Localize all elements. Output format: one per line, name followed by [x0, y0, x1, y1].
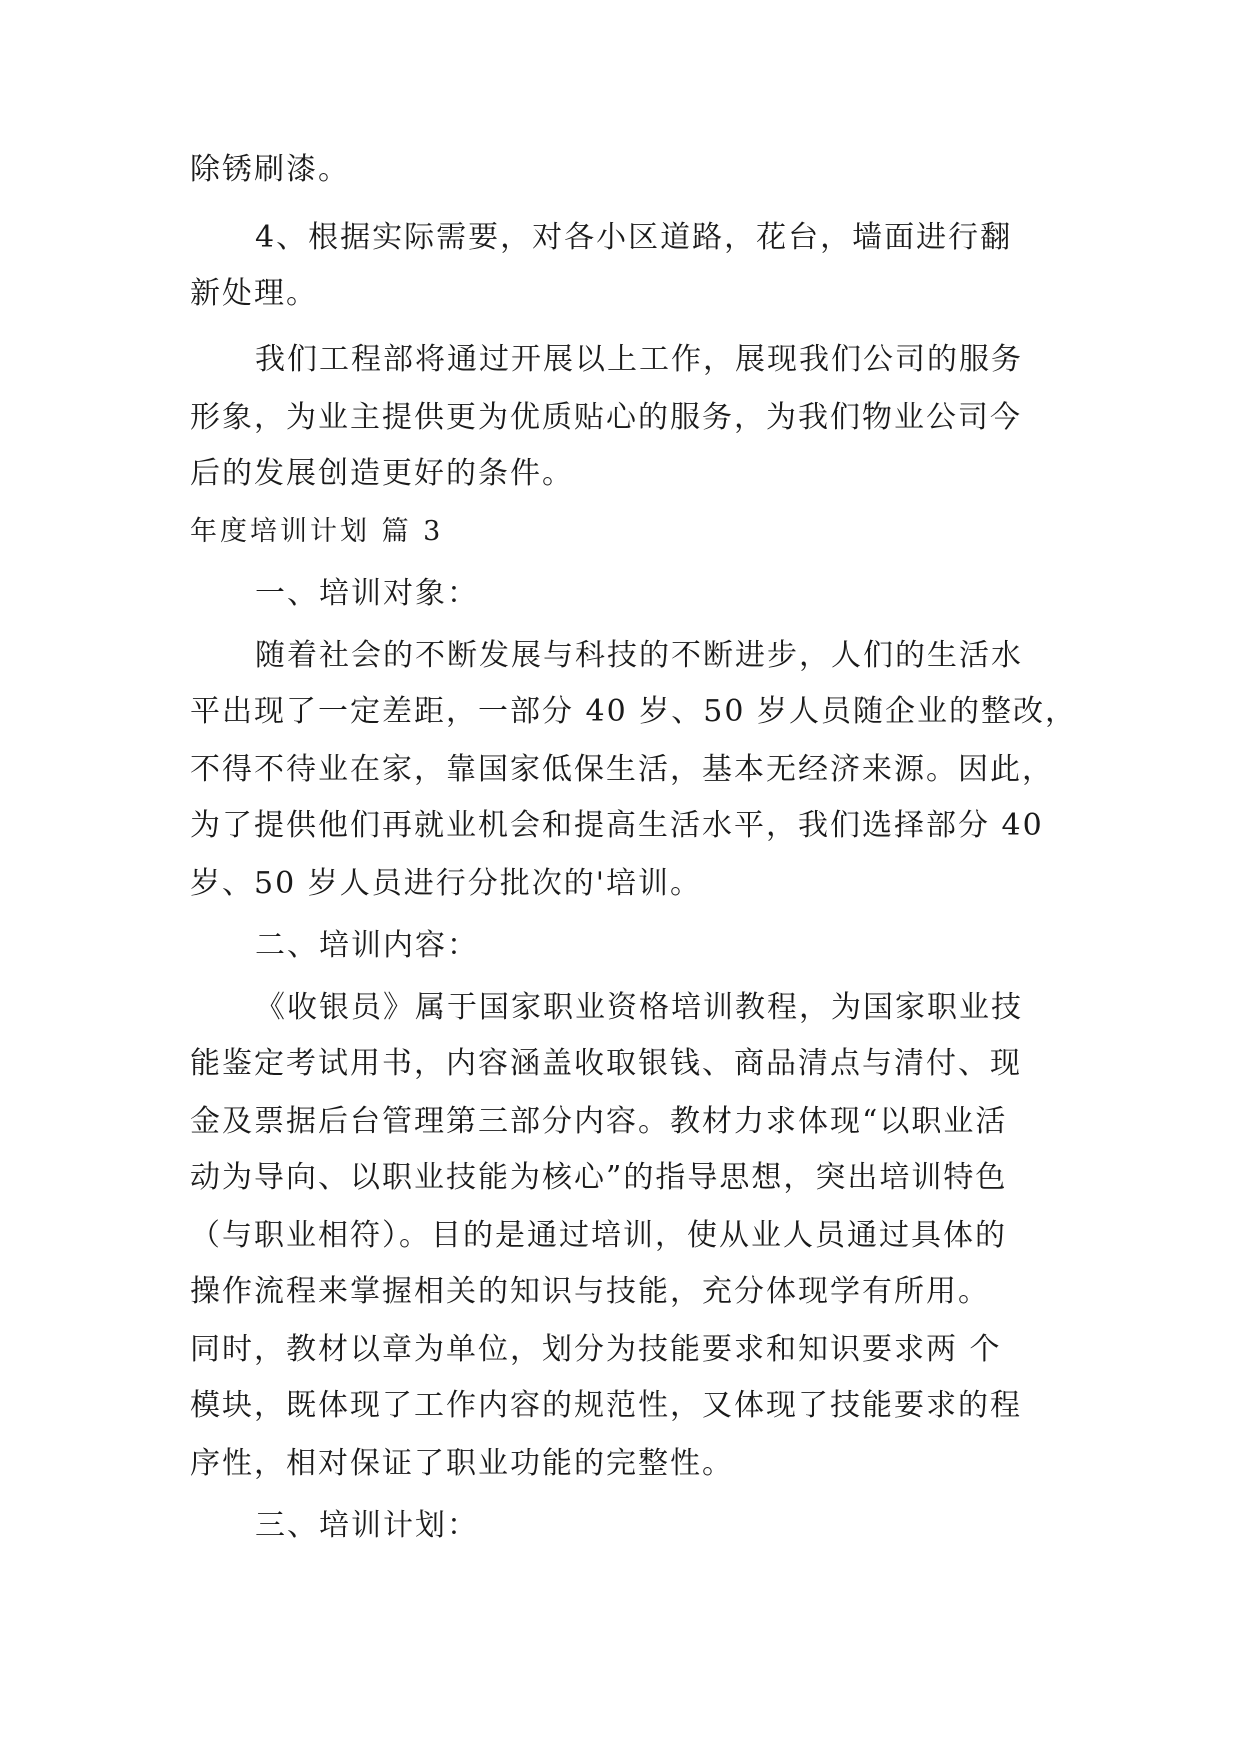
paragraph-line: 能鉴定考试用书，内容涵盖收取银钱、商品清点与清付、现: [190, 1046, 1022, 1081]
paragraph-line: 后的发展创造更好的条件。: [190, 456, 574, 491]
paragraph-line: 随着社会的不断发展与科技的不断进步，人们的生活水: [255, 638, 1023, 673]
paragraph-line: 平出现了一定差距，一部分 40 岁、50 岁人员随企业的整改，: [190, 694, 1077, 729]
paragraph-line: 除锈刷漆。: [190, 152, 350, 187]
paragraph-line: 金及票据后台管理第三部分内容。教材力求体现“以职业活: [190, 1104, 1008, 1139]
paragraph-line: 操作流程来掌握相关的知识与技能，充分体现学有所用。: [190, 1274, 990, 1309]
section-title: 年度培训计划 篇 3: [190, 516, 444, 547]
paragraph-line: 不得不待业在家，靠国家低保生活，基本无经济来源。因此，: [190, 752, 1054, 787]
paragraph-line: 动为导向、以职业技能为核心”的指导思想，突出培训特色: [190, 1160, 1008, 1195]
paragraph-line: 序性，相对保证了职业功能的完整性。: [190, 1446, 734, 1481]
list-item-4-line: 4、根据实际需要，对各小区道路，花台，墙面进行翻: [255, 220, 1013, 255]
section-heading-1: 一、培训对象：: [255, 576, 479, 611]
paragraph-line: （与职业相符）。目的是通过培训，使从业人员通过具体的: [190, 1218, 1007, 1253]
section-heading-2: 二、培训内容：: [255, 928, 479, 963]
paragraph-line: 我们工程部将通过开展以上工作，展现我们公司的服务: [255, 342, 1023, 377]
section-heading-3: 三、培训计划：: [255, 1508, 479, 1543]
paragraph-line: 模块，既体现了工作内容的规范性，又体现了技能要求的程: [190, 1388, 1022, 1423]
paragraph-line: 形象，为业主提供更为优质贴心的服务，为我们物业公司今: [190, 400, 1022, 435]
paragraph-line: 为了提供他们再就业机会和提高生活水平，我们选择部分 40: [190, 808, 1044, 843]
paragraph-line: 岁、50 岁人员进行分批次的'培训。: [190, 866, 702, 901]
paragraph-line: 《收银员》属于国家职业资格培训教程，为国家职业技: [255, 990, 1023, 1025]
paragraph-line: 新处理。: [190, 276, 318, 311]
paragraph-line: 同时，教材以章为单位，划分为技能要求和知识要求两 个: [190, 1332, 1002, 1367]
